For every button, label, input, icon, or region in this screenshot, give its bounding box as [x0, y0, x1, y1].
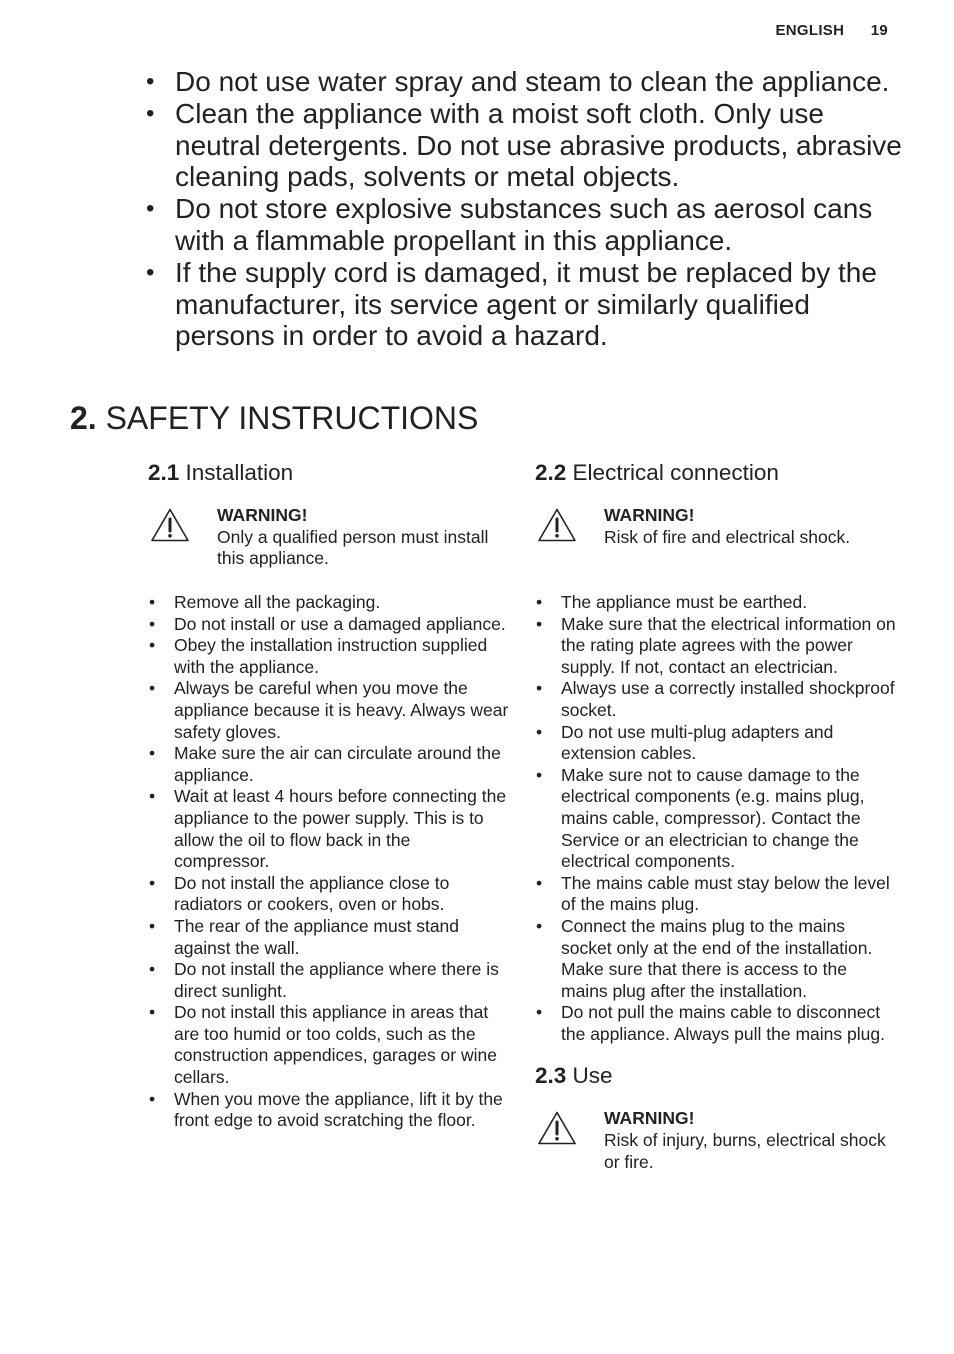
- list-item: • Wait at least 4 hours before connecting the appliance to the power supply. This is to allow the oil to flow back in the compressor.: [148, 786, 510, 872]
- list-item: • Clean the appliance with a moist soft cloth. Only use neutral detergents. Do not use abrasive products, abrasive cleaning pads, solvents or metal objects.: [146, 98, 906, 193]
- section-title: [70, 400, 478, 437]
- list-item: • Do not install the appliance close to radiators or cookers, oven or hobs.: [148, 873, 510, 916]
- warning-triangle-icon: [537, 507, 577, 543]
- list-item: • Do not use water spray and steam to clean the appliance.: [146, 66, 906, 98]
- installation-heading: [148, 458, 510, 488]
- electrical-column: [535, 458, 897, 1174]
- list-item: • Do not use multi-plug adapters and extension cables.: [535, 722, 897, 765]
- subsection-number: 2.2: [535, 460, 567, 485]
- installation-list: [148, 592, 510, 1132]
- page-number: 19: [870, 22, 888, 39]
- warning-text: Risk of fire and electrical shock.: [604, 526, 851, 547]
- warning-triangle-icon: [537, 1110, 577, 1146]
- subsection-title: Electrical connection: [572, 460, 779, 485]
- warning-text: Risk of injury, burns, electrical shock or fire.: [604, 1130, 886, 1172]
- warning-text: Only a qualified person must install this appliance.: [217, 526, 489, 569]
- subsection-number: 2.1: [148, 460, 180, 485]
- page-header: [775, 22, 888, 39]
- subsection-title: Installation: [185, 460, 294, 485]
- list-item: • Make sure not to cause damage to the electrical components (e.g. mains plug, mains cable, compressor). Contact the Service or an electrician to change the electrical components.: [535, 765, 897, 873]
- list-item: • The rear of the appliance must stand against the wall.: [148, 916, 510, 959]
- electrical-list: [535, 592, 897, 1045]
- list-item: • The mains cable must stay below the level of the mains plug.: [535, 873, 897, 916]
- list-item: • Always use a correctly installed shockproof socket.: [535, 678, 897, 721]
- installation-column: [148, 458, 510, 1132]
- list-item: • The appliance must be earthed.: [535, 592, 897, 614]
- warning-title: WARNING!: [604, 1108, 695, 1129]
- list-item: • Do not pull the mains cable to disconnect the appliance. Always pull the mains plug.: [535, 1002, 897, 1045]
- list-item: • Make sure that the electrical information on the rating plate agrees with the power supply. If not, contact an electrician.: [535, 614, 897, 679]
- subsection-number: 2.3: [535, 1063, 567, 1089]
- subsection-title: Use: [572, 1063, 613, 1089]
- list-item: • Do not install or use a damaged appliance.: [148, 614, 510, 636]
- electrical-warning: [535, 505, 897, 571]
- use-warning: [535, 1108, 897, 1174]
- section-number: 2.: [70, 400, 97, 436]
- list-item: • Remove all the packaging.: [148, 592, 510, 614]
- list-item: • Do not install the appliance where there is direct sunlight.: [148, 959, 510, 1002]
- list-item: • Obey the installation instruction supplied with the appliance.: [148, 635, 510, 678]
- electrical-heading: [535, 458, 897, 488]
- list-item: • Always be careful when you move the appliance because it is heavy. Always wear safety gloves.: [148, 678, 510, 743]
- list-item: • Connect the mains plug to the mains socket only at the end of the installation. Make sure that there is access to the mains plug after the installation.: [535, 916, 897, 1002]
- warning-title: WARNING!: [604, 505, 695, 525]
- language-label: ENGLISH: [775, 22, 845, 39]
- list-item: • When you move the appliance, lift it by the front edge to avoid scratching the floor.: [148, 1089, 510, 1132]
- warning-title: WARNING!: [217, 505, 308, 525]
- intro-bullet-list: [146, 66, 906, 352]
- list-item: • Make sure the air can circulate around the appliance.: [148, 743, 510, 786]
- warning-triangle-icon: [150, 507, 190, 543]
- list-item: • Do not store explosive substances such as aerosol cans with a flammable propellant in this appliance.: [146, 193, 906, 257]
- use-heading: [535, 1061, 897, 1091]
- list-item: • Do not install this appliance in areas that are too humid or too colds, such as the construction appendices, garages or wine cellars.: [148, 1002, 510, 1088]
- section-title-text: SAFETY INSTRUCTIONS: [105, 400, 479, 436]
- list-item: • If the supply cord is damaged, it must be replaced by the manufacturer, its service agent or similarly qualified persons in order to avoid a hazard.: [146, 257, 906, 352]
- installation-warning: [148, 505, 510, 571]
